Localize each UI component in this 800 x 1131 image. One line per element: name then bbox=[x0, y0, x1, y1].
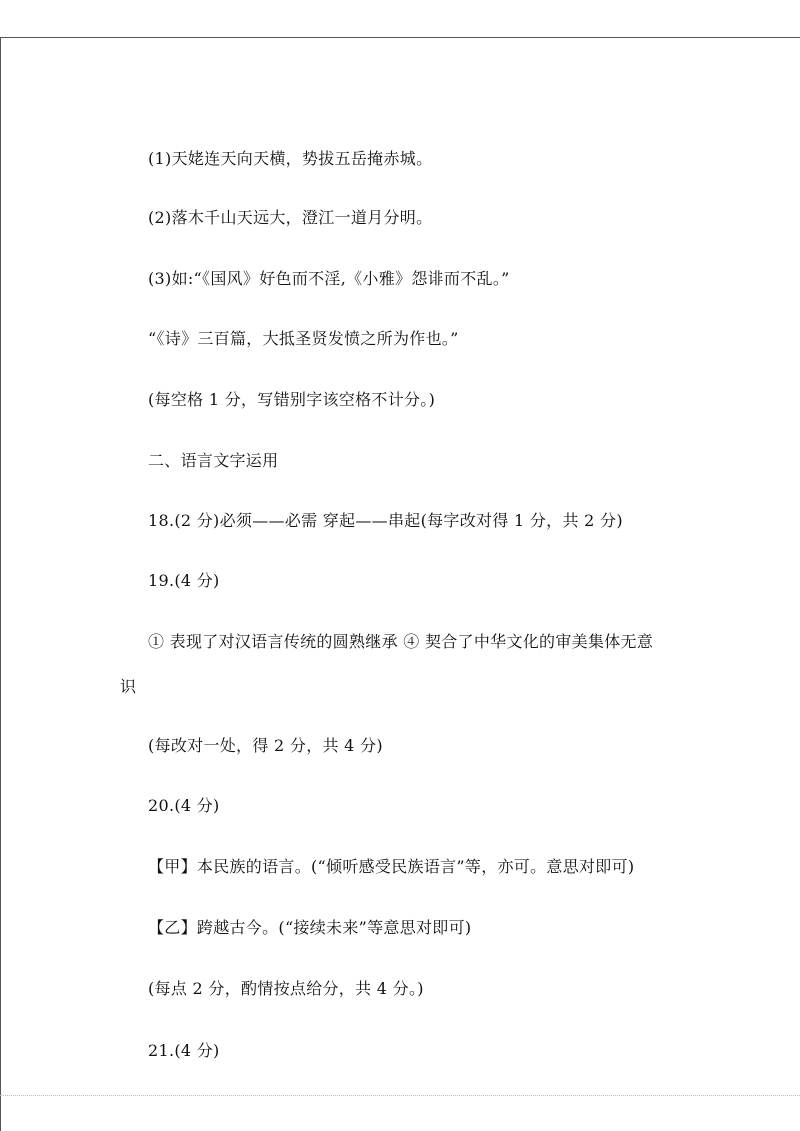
answer-line-2: (2)落木千山天远大，澄江一道月分明。 bbox=[148, 208, 433, 227]
question-19-heading: 19.(4 分) bbox=[148, 571, 220, 590]
scoring-note-1: (每空格 1 分，写错别字该空格不计分。) bbox=[148, 390, 436, 409]
answer-line-1: (1)天姥连天向天横，势拔五岳掩赤城。 bbox=[148, 149, 433, 168]
left-border-line bbox=[0, 37, 1, 1131]
answer-line-4: “《诗》三百篇，大抵圣贤发愤之所为作也。” bbox=[148, 329, 459, 348]
scoring-note-3: (每点 2 分，酌情按点给分，共 4 分。) bbox=[148, 979, 424, 998]
question-18-answer: 18.(2 分)必须——必需 穿起——串起(每字改对得 1 分，共 2 分) bbox=[148, 511, 623, 530]
question-21-heading: 21.(4 分) bbox=[148, 1041, 220, 1060]
scoring-note-2: (每改对一处，得 2 分，共 4 分) bbox=[148, 736, 383, 755]
section-heading: 二、语言文字运用 bbox=[148, 451, 279, 470]
question-20-heading: 20.(4 分) bbox=[148, 796, 220, 815]
bottom-dotted-line bbox=[0, 1095, 800, 1096]
question-20-answer-a: 【甲】本民族的语言。(“倾听感受民族语言”等，亦可。意思对即可) bbox=[148, 857, 635, 876]
question-19-answer-wrap: 识 bbox=[120, 677, 137, 696]
question-19-answer: ① 表现了对汉语言传统的圆熟继承 ④ 契合了中华文化的审美集体无意 bbox=[148, 632, 654, 651]
answer-line-3: (3)如:“《国风》好色而不淫,《小雅》怨诽而不乱。” bbox=[148, 269, 510, 288]
question-20-answer-b: 【乙】跨越古今。(“接续未来”等意思对即可) bbox=[148, 918, 472, 937]
top-border-line bbox=[0, 37, 800, 38]
